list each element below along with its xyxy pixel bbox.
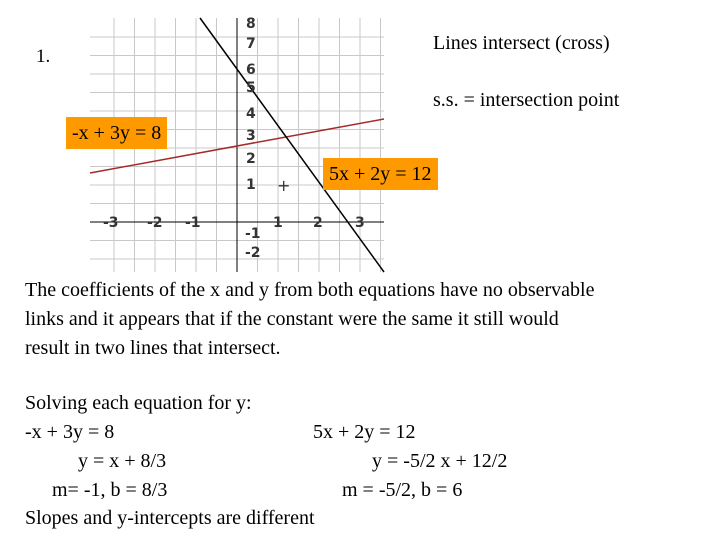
right-equation: 5x + 2y = 12	[313, 421, 416, 443]
problem-number: 1.	[36, 46, 51, 67]
y-tick-label: 1	[246, 177, 256, 193]
left-slope-intercept: m= -1, b = 8/3	[52, 479, 168, 501]
y-tick-label: 2	[246, 151, 256, 167]
x-tick-label: 1	[273, 215, 283, 231]
x-tick-label: 2	[313, 215, 323, 231]
y-tick-label: 5	[246, 80, 256, 96]
note-intersect: Lines intersect (cross)	[433, 32, 610, 54]
y-tick-label: 4	[246, 106, 256, 122]
left-equation: -x + 3y = 8	[25, 421, 115, 443]
x-tick-label: -3	[103, 215, 119, 231]
x-tick-label: -1	[185, 215, 201, 231]
x-tick-labels	[103, 215, 365, 231]
line-eq2	[200, 18, 384, 272]
note-solution-set: s.s. = intersection point	[433, 89, 620, 111]
solving-heading: Solving each equation for y:	[25, 392, 252, 414]
right-solved: y = -5/2 x + 12/2	[372, 450, 508, 472]
plus-marker: +	[277, 176, 291, 195]
y-tick-label: -1	[245, 226, 261, 242]
y-tick-label: -2	[245, 245, 261, 261]
equation-2-label: 5x + 2y = 12	[323, 158, 438, 190]
x-tick-label: -2	[147, 215, 163, 231]
y-tick-label: 7	[246, 36, 256, 52]
x-tick-label: 3	[355, 215, 365, 231]
paragraph-line: The coefficients of the x and y from both equations have no observable	[25, 279, 595, 301]
conclusion: Slopes and y-intercepts are different	[25, 507, 315, 529]
y-tick-label: 3	[246, 128, 256, 144]
explanation-paragraph	[25, 276, 715, 363]
equation-1-label: -x + 3y = 8	[66, 117, 167, 149]
y-tick-labels	[245, 16, 261, 261]
paragraph-line: links and it appears that if the constant were the same it still would	[25, 308, 559, 330]
y-tick-label: 6	[246, 62, 256, 78]
y-tick-label: 8	[246, 16, 256, 32]
left-solved: y = x + 8/3	[78, 450, 167, 472]
right-slope-intercept: m = -5/2, b = 6	[342, 479, 463, 501]
paragraph-line: result in two lines that intersect.	[25, 337, 281, 359]
